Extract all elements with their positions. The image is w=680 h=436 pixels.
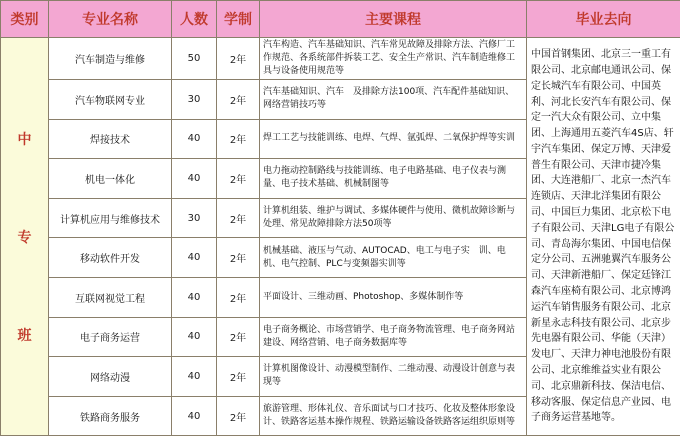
category-cell: [1, 38, 49, 436]
courses-cell: 旅游管理、形体礼仪、音乐面试与口才技巧、化妆及整体形象设计、铁路客运基本操作规程、铁路运输设备铁路客运组织原则等: [260, 396, 527, 436]
header-destination: 毕业去向: [527, 1, 680, 38]
duration-cell: 2年: [217, 38, 260, 80]
major-cell: 互联网视觉工程: [49, 277, 172, 317]
courses-cell: 电力拖动控制路线与技能训练、电子电路基础、电子仪表与测量、电子技术基础、机械制图等: [260, 159, 527, 199]
duration-cell: 2年: [217, 317, 260, 357]
count-cell: 40: [172, 277, 217, 317]
courses-cell: 电子商务概论、市场营销学、电子商务物流管理、电子商务网站建设、网络营销、电子商务数据库等: [260, 317, 527, 357]
duration-cell: 2年: [217, 159, 260, 199]
header-category: 类别: [1, 1, 49, 38]
major-cell: 机电一体化: [49, 159, 172, 199]
count-cell: 30: [172, 80, 217, 120]
count-cell: 40: [172, 119, 217, 159]
duration-cell: 2年: [217, 198, 260, 238]
major-cell: 焊接技术: [49, 119, 172, 159]
major-cell: 铁路商务服务: [49, 396, 172, 436]
count-cell: 30: [172, 198, 217, 238]
category-char: 班: [18, 325, 32, 345]
count-cell: 40: [172, 238, 217, 278]
major-cell: 汽车物联网专业: [49, 80, 172, 120]
destination-cell: 中国首钢集团、北京三一重工有限公司、北京邮电通讯公司、保定长城汽车有限公司、中国英利、河北长安汽车有限公司、保定一汽大众有限公司、立中集团、上海通用五菱汽车4S店、轩宇汽车集团、保定万博、天津爱普生有限公司、天津市捷冷集团、大连港船厂、北京一杰汽车连锁店、天津北洋集团有限公司、中国巨力集团、北京松下电子有限公司、天津LG电子有限公司、青岛海尔集团、中国电信保定分公司、五洲驰翼汽车服务公司、天津新港船厂、保定廷锋江森汽车座椅有限公司、北京博鸿运汽车销售服务有限公司、北京新星永志科技有限公司、北京步先电器有限公司、华能（天津）发电厂、天津力神电池股份有限公司、北京维维益实业有限公司、北京鼎新科技、保洁电信、移动客服、保定信息产业园、电子商务运营基地等。: [527, 38, 680, 436]
courses-cell: 焊工工艺与技能训练、电焊、气焊、氩弧焊、二氧保护焊等实训: [260, 119, 527, 159]
count-cell: 40: [172, 317, 217, 357]
header-courses: 主要课程: [260, 1, 527, 38]
courses-cell: 机械基础、液压与气动、AUTOCAD、电工与电子实 训、电机、电气控制、PLC与变频器实训等: [260, 238, 527, 278]
header-duration: 学制: [217, 1, 260, 38]
header-row: [1, 1, 680, 38]
courses-cell: 平面设计、三维动画、Photoshop、多媒体制作等: [260, 277, 527, 317]
duration-cell: 2年: [217, 80, 260, 120]
major-cell: 计算机应用与维修技术: [49, 198, 172, 238]
category-char: 专: [18, 227, 32, 247]
major-cell: 汽车制造与维修: [49, 38, 172, 80]
count-cell: 40: [172, 159, 217, 199]
courses-cell: 计算机组装、维护与调试、多媒体硬件与使用、微机故障诊断与处理、常见故障排除方法50项等: [260, 198, 527, 238]
major-cell: 网络动漫: [49, 357, 172, 397]
header-count: 人数: [172, 1, 217, 38]
duration-cell: 2年: [217, 396, 260, 436]
major-cell: 电子商务运营: [49, 317, 172, 357]
count-cell: 50: [172, 38, 217, 80]
header-major: 专业名称: [49, 1, 172, 38]
duration-cell: 2年: [217, 119, 260, 159]
count-cell: 40: [172, 357, 217, 397]
courses-cell: 汽车基础知识、汽车 及排除方法100项、汽车配件基础知识、网络营销技巧等: [260, 80, 527, 120]
count-cell: 40: [172, 396, 217, 436]
duration-cell: 2年: [217, 238, 260, 278]
courses-cell: 计算机图像设计、动漫模型制作、二维动漫、动漫设计创意与表现等: [260, 357, 527, 397]
table-row: [1, 38, 680, 80]
major-cell: 移动软件开发: [49, 238, 172, 278]
courses-cell: 汽车构造、汽车基础知识、汽车常见故障及排除方法、汽修厂工作规范、各系统部件拆装工艺、安全生产常识、汽车制造维修工具与设备使用规范等: [260, 38, 527, 80]
duration-cell: 2年: [217, 357, 260, 397]
duration-cell: 2年: [217, 277, 260, 317]
category-char: 中: [18, 129, 32, 149]
